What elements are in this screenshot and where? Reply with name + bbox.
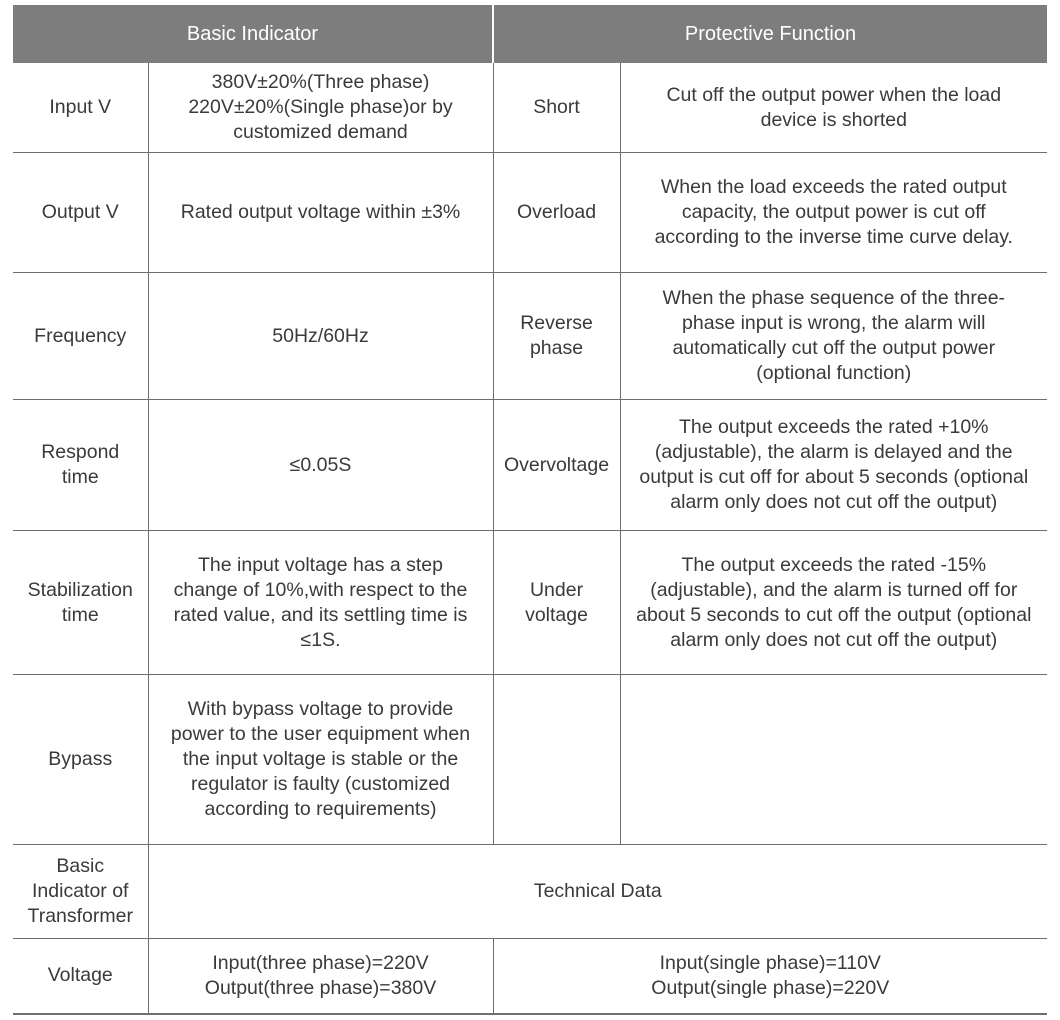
text-line: When the phase sequence of the three- <box>662 287 1006 309</box>
text-line: Frequency <box>34 324 127 347</box>
transformer-label <box>13 845 148 939</box>
table-row <box>13 531 1047 675</box>
text-line: about 5 seconds to cut off the output (optional <box>636 603 1032 626</box>
indicator-value <box>148 273 493 400</box>
text-line: Overvoltage <box>503 453 610 476</box>
text-line: automatically cut off the output power <box>672 337 996 359</box>
text-line: Respond <box>41 441 120 463</box>
text-line: according to requirements) <box>204 798 437 820</box>
protection-description <box>620 400 1047 531</box>
protection-label <box>493 531 620 675</box>
text-line: Basic <box>56 855 105 877</box>
text-line: device is shorted <box>760 108 907 131</box>
text-line: regulator is faulty (customized <box>190 773 451 795</box>
text-line: Output V <box>41 201 119 223</box>
text-line: Input(three phase)=220V <box>212 951 429 974</box>
text-line: phase input is wrong, the alarm will <box>682 312 986 334</box>
indicator-label <box>13 63 148 153</box>
text-line: Output(single phase)=220V <box>651 976 890 999</box>
text-line: phase <box>529 337 584 359</box>
indicator-value <box>148 63 493 153</box>
indicator-label <box>13 400 148 531</box>
table-row <box>13 845 1047 939</box>
text-line: With bypass voltage to provide <box>187 698 454 720</box>
protection-label <box>493 675 620 845</box>
text-line: Cut off the output power when the load <box>666 83 1002 106</box>
text-line: Input(single phase)=110V <box>659 951 881 974</box>
text-line: output is cut off for about 5 seconds (optional <box>639 466 1029 488</box>
single-phase-values <box>493 939 1047 1014</box>
text-line: The output exceeds the rated +10% <box>679 416 989 438</box>
text-line: Under <box>529 578 584 601</box>
text-line: according to the inverse time curve delay. <box>654 226 1013 248</box>
text-line: alarm only does not cut off the output) <box>670 628 998 651</box>
text-line: When the load exceeds the rated output <box>660 176 1007 198</box>
header-row <box>13 6 1047 63</box>
protection-description <box>620 273 1047 400</box>
text-line: ≤0.05S <box>289 453 352 476</box>
technical-data-heading: Technical Data <box>148 845 1047 939</box>
text-line: (adjustable), and the alarm is turned off for <box>650 578 1018 601</box>
indicator-label <box>13 531 148 675</box>
text-line: Rated output voltage within ±3% <box>180 201 461 223</box>
protection-description <box>620 675 1047 845</box>
text-line: The input voltage has a step <box>198 553 443 576</box>
text-line: Stabilization <box>27 578 133 601</box>
text-line: Reverse <box>520 312 593 334</box>
three-phase-values <box>148 939 493 1014</box>
text-line: Output(three phase)=380V <box>204 976 437 999</box>
text-line: voltage <box>525 603 588 626</box>
table-row <box>13 400 1047 531</box>
table-row <box>13 63 1047 153</box>
indicator-value <box>148 400 493 531</box>
text-line: The output exceeds the rated -15% <box>681 553 987 576</box>
table-row <box>13 939 1047 1014</box>
protection-description <box>620 531 1047 675</box>
text-line: power to the user equipment when <box>170 723 471 745</box>
text-line: time <box>61 466 99 488</box>
text-line: 50Hz/60Hz <box>272 324 369 347</box>
indicator-value <box>148 153 493 273</box>
protection-description <box>620 153 1047 273</box>
spec-table <box>13 5 1047 1015</box>
text-line: change of 10%,with respect to the <box>173 578 468 601</box>
protection-label <box>493 153 620 273</box>
text-line: (adjustable), the alarm is delayed and the <box>654 441 1013 463</box>
voltage-label: Voltage <box>13 939 148 1014</box>
text-line: customized demand <box>233 121 408 143</box>
indicator-value <box>148 675 493 845</box>
text-line: Transformer <box>27 905 133 927</box>
text-line: Short <box>533 96 580 118</box>
protection-label <box>493 400 620 531</box>
text-line: Indicator of <box>32 880 129 902</box>
text-line: Bypass <box>48 748 113 770</box>
text-line: alarm only does not cut off the output) <box>670 491 998 513</box>
protection-label <box>493 273 620 400</box>
table-row <box>13 153 1047 273</box>
text-line: capacity, the output power is cut off <box>681 201 986 223</box>
text-line: Overload <box>516 201 597 223</box>
header-protective-function: Protective Function <box>493 6 1047 63</box>
indicator-label <box>13 153 148 273</box>
text-line: 220V±20%(Single phase)or by <box>188 96 453 118</box>
text-line: ≤1S. <box>300 628 341 651</box>
text-line: time <box>61 603 99 626</box>
text-line: the input voltage is stable or the <box>182 748 459 770</box>
text-line: rated value, and its settling time is <box>173 603 468 626</box>
indicator-value <box>148 531 493 675</box>
text-line: 380V±20%(Three phase) <box>211 71 430 93</box>
text-line: (optional function) <box>756 362 912 384</box>
protection-label <box>493 63 620 153</box>
table-row <box>13 675 1047 845</box>
indicator-label <box>13 273 148 400</box>
text-line: Input V <box>49 96 112 118</box>
indicator-label <box>13 675 148 845</box>
header-basic-indicator: Basic Indicator <box>13 6 493 63</box>
table-row <box>13 273 1047 400</box>
protection-description <box>620 63 1047 153</box>
